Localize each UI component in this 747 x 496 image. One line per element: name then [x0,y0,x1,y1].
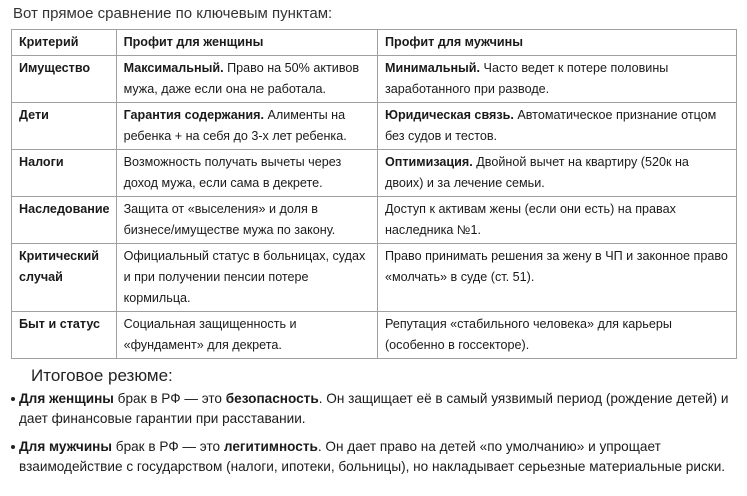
cell-bold-lead: Юридическая связь. [384,108,514,122]
criterion-cell: Налоги [12,150,117,197]
cell-text: Социальная защищенность и «фундамент» для декрета. [123,317,297,352]
cell-text: Возможность получать вычеты через доход мужа, если сама в декрете. [123,155,342,190]
men-cell [377,103,736,150]
table-row [12,103,737,150]
criterion-cell: Быт и статус [12,312,117,359]
intro-text: Вот прямое сравнение по ключевым пунктам: [13,5,333,22]
text: брак в РФ — это [112,439,224,454]
text: . Он дает право на детей «по умолчанию» и упрощает взаимодействие с государством (налоги, ипотеки, больницы), но накладывает серьезные материальные риски. [19,439,726,474]
cell-text: Репутация «стабильного человека» для карьеры (особенно в госсекторе). [384,317,672,352]
cell-text: Доступ к активам жены (если они есть) на правах наследника №1. [384,202,676,237]
women-cell [116,244,377,312]
cell-text: Двойной вычет на квартиру (520к на двоих) и за лечение семьи. [384,155,689,190]
women-cell [116,56,377,103]
table-row [12,244,737,312]
cell-bold-lead: Минимальный. [384,61,481,75]
table-row [12,197,737,244]
summary-title: Итоговое резюме: [31,366,173,385]
summary-item-men [19,437,737,477]
criterion-cell: Критический случай [12,244,117,312]
table-row [12,312,737,359]
cell-text: Право принимать решения за жену в ЧП и законное право «молчать» в суде (ст. 51). [384,249,728,284]
women-cell [116,197,377,244]
cell-bold-lead: Максимальный. [123,61,224,75]
criterion-cell: Дети [12,103,117,150]
cell-bold-lead: Гарантия содержания. [123,108,264,122]
table-row [12,56,737,103]
women-cell [116,150,377,197]
summary-item-women [19,389,737,429]
header-criterion: Критерий [12,30,117,56]
text: брак в РФ — это [113,391,226,406]
text: . Он защищает её в самый уязвимый период (рождение детей) и дает финансовые гарантии при расставании. [19,391,729,426]
comparison-table [11,29,737,359]
summary-list [11,389,737,477]
cell-text: Алименты на ребенка + на себя до 3-х лет ребенка. [123,108,347,143]
bold-keyword: безопасность [225,391,319,406]
men-cell [377,312,736,359]
cell-text: Автоматическое признание отцом без судов и тестов. [384,108,717,143]
table-header-row [12,30,737,56]
table-row [12,150,737,197]
bold-lead: Для мужчины [19,439,112,454]
men-cell [377,197,736,244]
cell-text: Защита от «выселения» и доля в бизнесе/имуществе мужа по закону. [123,202,336,237]
men-cell [377,150,736,197]
cell-bold-lead: Оптимизация. [384,155,473,169]
cell-text: Право на 50% активов мужа, даже если она не работала. [123,61,360,96]
men-cell [377,244,736,312]
bold-keyword: легитимность [223,439,318,454]
women-cell [116,103,377,150]
criterion-cell: Наследование [12,197,117,244]
men-cell [377,56,736,103]
header-women: Профит для женщины [116,30,377,56]
cell-text: Часто ведет к потере половины заработанного при разводе. [384,61,669,96]
criterion-cell: Имущество [12,56,117,103]
bold-lead: Для женщины [19,391,114,406]
women-cell [116,312,377,359]
cell-text: Официальный статус в больницах, судах и при получении пенсии потере кормильца. [123,249,366,305]
header-men: Профит для мужчины [377,30,736,56]
